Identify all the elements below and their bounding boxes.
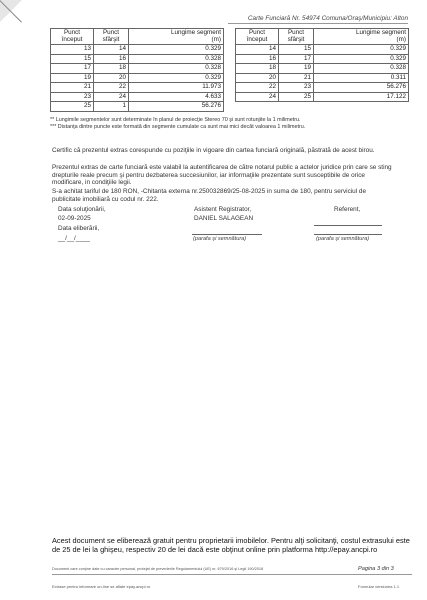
col-end-header: Punct sfârşit bbox=[94, 29, 129, 45]
referent-signature-line bbox=[314, 234, 382, 235]
date-issue-label: Data eliberării, bbox=[58, 225, 100, 232]
cell-start-point: 16 bbox=[236, 54, 279, 64]
cell-start-point: 25 bbox=[51, 102, 94, 112]
footer-online-note: Extrase pentru informare on-line se aflate epay.ancpi.ro bbox=[52, 584, 151, 589]
table-row bbox=[51, 102, 224, 112]
cell-length: 11.973 bbox=[129, 83, 224, 93]
cell-start-point: 15 bbox=[51, 54, 94, 64]
segments-table-right bbox=[235, 28, 409, 102]
cell-end-point: 21 bbox=[279, 73, 314, 83]
fee-paragraph: S-a achitat tariful de 180 RON, -Chitanta externa nr.250032869/25-08-2025 in suma de 180, pentru serviciul de publicitate imobiliară cu codul nr. 222. bbox=[52, 188, 367, 203]
assistant-signature-caption: (parafa şi semnătura) bbox=[193, 236, 247, 242]
assistant-signature-line bbox=[192, 234, 262, 235]
footer-page-number: Pagina 3 din 3 bbox=[358, 566, 394, 572]
header-rule bbox=[228, 23, 408, 24]
cell-start-point: 19 bbox=[51, 73, 94, 83]
validity-paragraph: Prezentul extras de carte funciară este valabil la autentificarea de către notarul public a actelor juridice prin care se sting drepturile reale precum şi pentru dezbaterea succesiunilor, iar informaţiile prezentate sunt susceptibile de orice modificare, in condiţiile legii. bbox=[52, 164, 392, 187]
cell-end-point: 20 bbox=[94, 73, 129, 83]
table-row bbox=[51, 83, 224, 93]
cell-start-point: 20 bbox=[236, 73, 279, 83]
cell-length: 56.276 bbox=[314, 83, 409, 93]
footnote-rounding: ** Lungimile segmentelor sunt determinate în planul de proiecţie Stereo 70 şi sunt rotunjite la 1 milimetru. bbox=[50, 117, 301, 123]
cell-start-point: 14 bbox=[236, 45, 279, 55]
cell-length: 4.633 bbox=[129, 92, 224, 102]
footer-privacy-note: Document care conţine date cu caracter personal, protejat de prevederile Regulamentului (UE) nr. 679/2016 şi Legii 190/2018 bbox=[52, 567, 264, 571]
date-issue-value: __/__/____ bbox=[58, 235, 90, 242]
page-header: Carte Funciară Nr. 54974 Comuna/Oraş/Municipiu: Alton bbox=[247, 15, 408, 22]
footer-fee-notice: Acest document se eliberează gratuit pentru proprietarii imobilelor. Pentru alţi solicitanţi, costul extrasului este de 25 de lei la ghişeu, respectiv 20 de lei dacă este obţinut online prin platforma http://epay.ancpi.ro bbox=[52, 536, 410, 554]
cell-length: 0.328 bbox=[129, 54, 224, 64]
cell-start-point: 18 bbox=[236, 64, 279, 74]
cell-end-point: 18 bbox=[94, 64, 129, 74]
cell-length: 0.329 bbox=[129, 45, 224, 55]
cell-end-point: 25 bbox=[279, 92, 314, 102]
date-solution-label: Data soluţionării, bbox=[58, 206, 106, 213]
assistant-registrar-title: Asistent Registrator, bbox=[194, 206, 252, 213]
col-start-header: Punct început bbox=[51, 29, 94, 45]
table-row bbox=[236, 45, 409, 55]
table-row bbox=[236, 73, 409, 83]
certify-paragraph: Certific că prezentul extras corespunde cu poziţiile in vigoare din cartea funciară originală, păstrată de acest birou. bbox=[52, 147, 375, 154]
cell-length: 17.122 bbox=[314, 92, 409, 102]
segments-table-left bbox=[50, 28, 224, 112]
table-row bbox=[51, 54, 224, 64]
cell-start-point: 21 bbox=[51, 83, 94, 93]
col-end-header: Punct sfârşit bbox=[279, 29, 314, 45]
cell-end-point: 14 bbox=[94, 45, 129, 55]
cell-end-point: 16 bbox=[94, 54, 129, 64]
table-row bbox=[51, 73, 224, 83]
cell-end-point: 1 bbox=[94, 102, 129, 112]
cell-length: 56.276 bbox=[129, 102, 224, 112]
footer-rule bbox=[52, 574, 412, 575]
cell-length: 0.329 bbox=[314, 54, 409, 64]
table-row bbox=[236, 54, 409, 64]
assistant-registrar-name: DANIEL SALAGEAN bbox=[194, 215, 254, 222]
cell-length: 0.328 bbox=[129, 64, 224, 74]
cell-end-point: 15 bbox=[279, 45, 314, 55]
cell-end-point: 22 bbox=[94, 83, 129, 93]
table-row bbox=[51, 92, 224, 102]
col-length-header bbox=[314, 29, 409, 45]
cell-start-point: 17 bbox=[51, 64, 94, 74]
cell-start-point: 13 bbox=[51, 45, 94, 55]
cell-start-point: 22 bbox=[236, 83, 279, 93]
cell-length: 0.328 bbox=[314, 64, 409, 74]
cell-end-point: 24 bbox=[94, 92, 129, 102]
cell-start-point: 24 bbox=[236, 92, 279, 102]
cell-end-point: 19 bbox=[279, 64, 314, 74]
cell-end-point: 23 bbox=[279, 83, 314, 93]
referent-signature-caption: (parafa şi semnătura) bbox=[316, 236, 370, 242]
table-row bbox=[236, 92, 409, 102]
cell-length: 0.329 bbox=[314, 45, 409, 55]
footnote-distance: *** Distanţa dintre puncte este formată din segmente cumulate ca sunt mai mici decât valoarea 1 milimetru. bbox=[50, 124, 306, 130]
cell-end-point: 17 bbox=[279, 54, 314, 64]
referent-name-line bbox=[314, 225, 382, 226]
col-length-label: Lungime segment bbox=[355, 29, 406, 36]
table-row bbox=[236, 64, 409, 74]
col-length-unit: (m) bbox=[396, 35, 406, 43]
cell-length: 0.329 bbox=[129, 73, 224, 83]
table-row bbox=[51, 64, 224, 74]
table-row bbox=[236, 83, 409, 93]
footer-form-version: Formular versiunea 1.1 bbox=[358, 584, 400, 589]
col-start-header: Punct început bbox=[236, 29, 279, 45]
cell-start-point: 23 bbox=[51, 92, 94, 102]
col-length-unit: (m) bbox=[211, 35, 221, 43]
date-solution-value: 02-09-2025 bbox=[58, 215, 91, 222]
cell-length: 0.311 bbox=[314, 73, 409, 83]
table-row bbox=[51, 45, 224, 55]
col-length-header bbox=[129, 29, 224, 45]
referent-title: Referent, bbox=[334, 206, 361, 213]
col-length-label: Lungime segment bbox=[170, 29, 221, 36]
